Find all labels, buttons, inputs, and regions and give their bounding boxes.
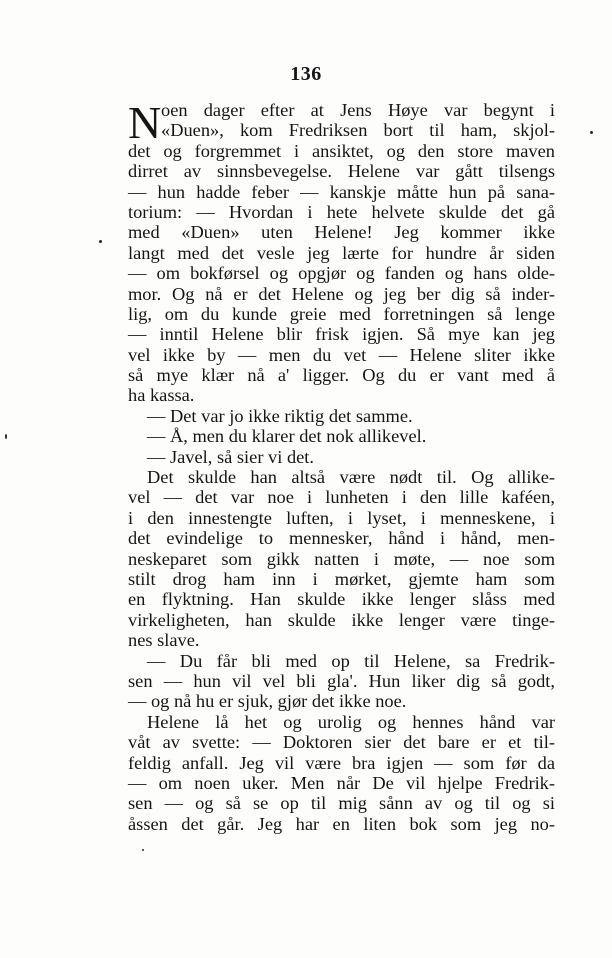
text-line: oen dager efter at Jens Høye var begynt i [161,100,555,120]
text-line: torium: — Hvordan i hete helvete skulde det gå [128,201,555,222]
text-line: sen — og så se op til mig sånn av og til og si [128,793,555,814]
text-line: langt med det vesle jeg lærte for hundre år siden [128,242,555,263]
text-line: — Du får bli med op til Helene, sa Fredrik- [147,650,555,671]
text-line: i den innestengte luften, i lyset, i menneskene, i [128,507,555,528]
text-line: — Javel, så sier vi det. [147,446,315,467]
text-line: mor. Og nå er det Helene og jeg ber dig så inder- [128,283,555,304]
text-line: nes slave. [128,630,200,651]
text-line: — inntil Helene blir frisk igjen. Så mye kan jeg [128,324,555,345]
text-line: sen — hun vil vel bli gla'. Hun liker dig så godt, [128,670,555,691]
text-line: åssen det går. Jeg har en liten bok som jeg no- [128,813,555,834]
text-line: virkeligheten, han skulde ikke lenger være tinge- [128,609,555,630]
text-line: vel — det var noe i lunheten i den lille kaféen, [128,487,555,508]
text-line: — Det var jo ikke riktig det samme. [147,405,413,426]
text-line: med «Duen» uten Helene! Jeg kommer ikke [128,222,555,243]
text-line: — hun hadde feber — kanskje måtte hun på sana- [128,181,555,202]
text-line: en flyktning. Han skulde ikke lenger slåss med [128,589,555,610]
text-line: det evindelige to mennesker, hånd i hånd, men- [128,528,555,549]
text-line: feldig anfall. Jeg vil være bra igjen — som før da [128,752,555,773]
paper-speck [5,434,7,439]
text-line: ha kassa. [128,385,195,406]
text-line: stilt drog ham inn i mørket, gjemte ham som [128,568,555,589]
text-line: — og nå hu er sjuk, gjør det ikke noe. [128,691,407,712]
text-line: — om noen uker. Men når De vil hjelpe Fredrik- [128,772,555,793]
text-line: neskeparet som gikk natten i møte, — noe som [128,548,555,569]
text-line: Helene lå het og urolig og hennes hånd var [147,711,555,732]
paper-speck [142,849,144,851]
text-line: vel ikke by — men du vet — Helene sliter ikke [128,344,555,365]
text-line: «Duen», kom Fredriksen bort til ham, skjol- [161,120,555,141]
text-line: dirret av sinnsbevegelse. Helene var gått tilsengs [128,161,555,182]
text-line: våt av svette: — Doktoren sier det bare er et til- [128,732,555,753]
text-line: det og forgremmet i ansiktet, og den store maven [128,140,555,161]
paper-speck [590,131,593,134]
text-line: Det skulde han altså være nødt til. Og allike- [147,467,555,488]
drop-cap: N [128,97,162,148]
paper-speck [99,240,102,243]
text-line: — om bokførsel og opgjør og fanden og hans olde- [128,263,555,284]
body-text [128,97,555,834]
text-line: lig, om du kunde greie med forretningen så lenge [128,303,555,324]
text-line: — Å, men du klarer det nok allikevel. [147,426,427,447]
page-number: 136 [290,63,322,85]
text-line: så mye klær nå a' ligger. Og du er vant med å [128,365,555,386]
